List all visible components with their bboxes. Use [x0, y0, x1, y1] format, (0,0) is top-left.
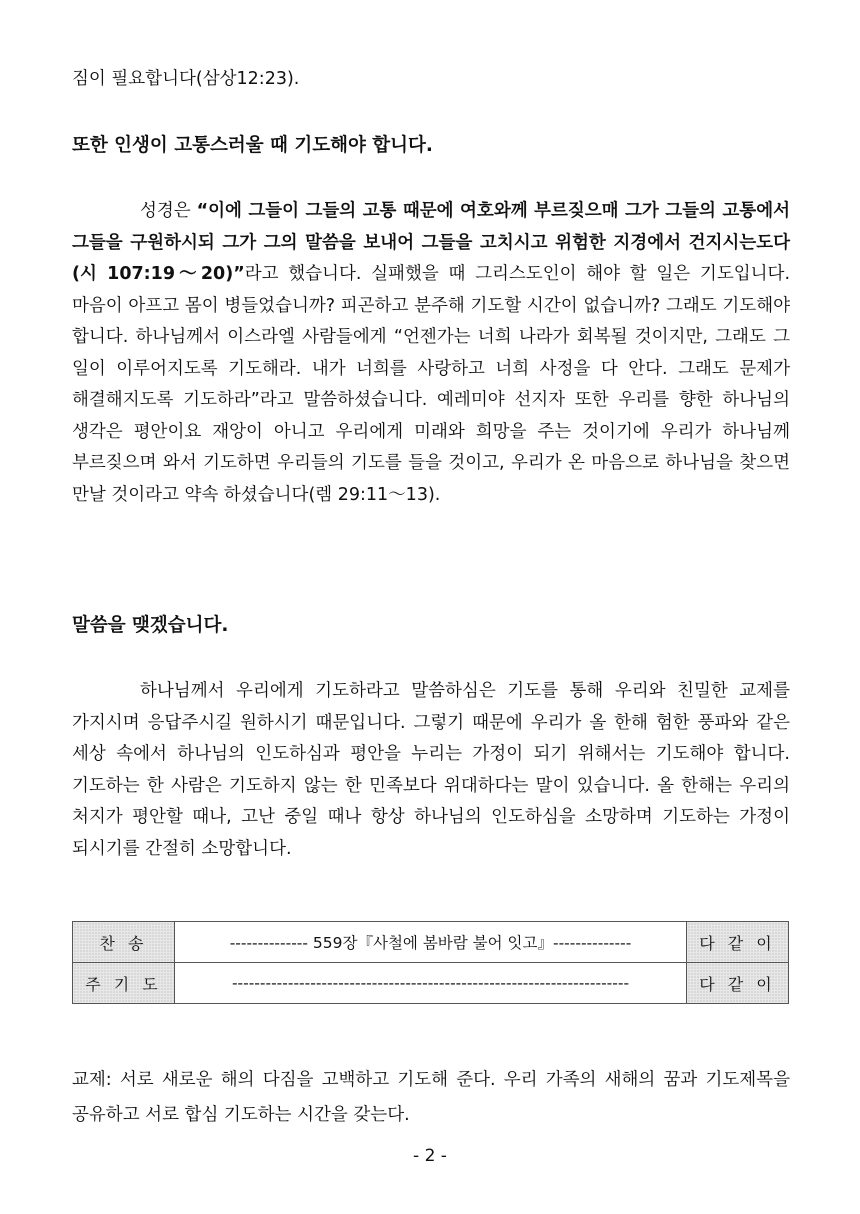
para1-rest: 라고 했습니다. 실패했을 때 그리스도인이 해야 할 일은 기도입니다. 마음이 아프고 몸이 병들었습니까? 피곤하고 분주해 기도할 시간이 없습니까? 그래도 기도해야 합니다. 하나님께서 이스라엘 사람들에게 “언젠가는 너희 나라가 회복될 것이지만, 그래도 그 일이 이루어지도록 기도해라. 내가 너희를 사랑하고 너희 사정을 다 안다. 그래도 문제가 해결해지도록 기도하라”라고 말씀하셨습니다. 예레미야 선지자 또한 우리를 향한 하나님의 생각은 평안이요 재앙이 아니고 우리에게 미래와 희망을 주는 것이기에 우리가 하나님께 부르짖으며 와서 기도하면 우리들의 기도를 들을 것이고, 우리가 온 마음으로 하나님을 찾으면 만날 것이라고 약속 하셨습니다(렘 29:11～13).: [72, 264, 791, 505]
worship-order-table: [72, 921, 789, 1004]
para1-lead: 성경은: [140, 201, 197, 221]
table-row-hymn: [73, 922, 789, 963]
hymn-participants: 다 같 이: [687, 922, 789, 963]
fellowship-note: 교제: 서로 새로운 해의 다짐을 고백하고 기도해 준다. 우리 가족의 새해의 꿈과 기도제목을 공유하고 서로 합심 기도하는 시간을 갖는다.: [72, 1070, 790, 1125]
table-row-lords-prayer: [73, 963, 789, 1004]
psalm-quote: “이에 그들이 그들의 고통 때문에 여호와께 부르짖으매 그가 그들의 고통에서 그들을 구원하시되 그가 그의 말씀을 보내어 그들을 고치시고 위험한 지경에서 건지시는도다(시 107:19～20)”: [72, 201, 791, 284]
paragraph-suffering: [72, 196, 790, 511]
lords-prayer-line: -----------------------------------------------------------------------: [175, 963, 687, 1004]
section-heading-suffering: 또한 인생이 고통스러울 때 기도해야 합니다.: [72, 135, 433, 156]
continued-line: 짐이 필요합니다(삼상12:23).: [72, 69, 300, 89]
hymn-label: 찬 송: [73, 922, 175, 963]
paragraph-closing: 하나님께서 우리에게 기도하라고 말씀하심은 기도를 통해 우리와 친밀한 교제를 가지시며 응답주시길 원하시기 때문입니다. 그렇기 때문에 우리가 올 한해 험한 풍파와 같은 세상 속에서 하나님의 인도하심과 평안을 누리는 가정이 되기 위해서는 기도해야 합니다. 기도하는 한 사람은 기도하지 않는 한 민족보다 위대하다는 말이 있습니다. 올 한해는 우리의 처지가 평안할 때나, 고난 중일 때나 항상 하나님의 인도하심을 소망하며 기도하는 가정이 되시기를 간절히 소망합니다.: [72, 681, 790, 859]
section-heading-closing: 말씀을 맺겠습니다.: [72, 615, 229, 636]
hymn-title: -------------- 559장『사철에 봄바람 불어 잇고』--------------: [175, 922, 687, 963]
page-number: - 2 -: [413, 1146, 447, 1166]
lords-prayer-label: 주 기 도: [73, 963, 175, 1004]
lords-prayer-participants: 다 같 이: [687, 963, 789, 1004]
